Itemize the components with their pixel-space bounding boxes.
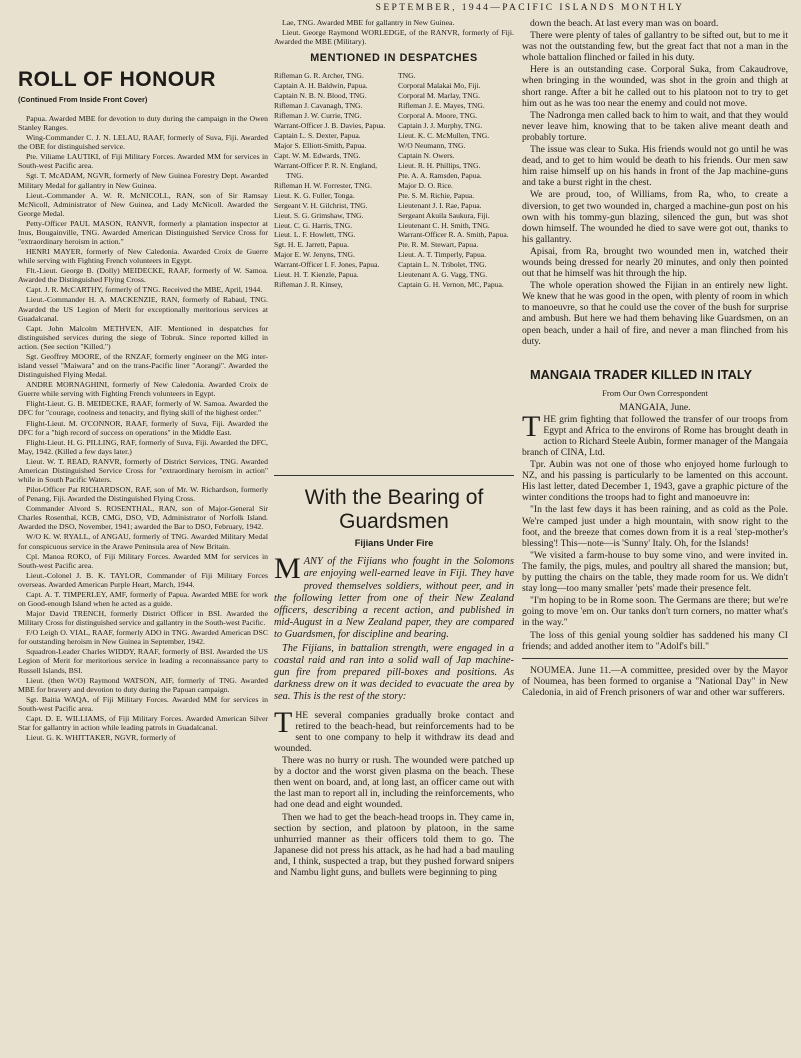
article-body [274, 705, 514, 878]
body-first-text: HE several companies gradually broke contact and retired to the beach-head, but reinforcements had to be sent to one company to help it withdraw its dead and wounded. [274, 709, 514, 754]
noumea-text: NOUMEA. June 11.—A committee, presided over by the Mayor of Noumea, has been formed to organise a "National Day" in New Caledonia, in aid of French prisoners of war and other war sufferers. [522, 664, 788, 698]
despatch-entry: Corporal M. Marlay, TNG. [398, 91, 481, 101]
despatch-entry: Rifleman J. R. Kinsey, [274, 280, 343, 290]
despatch-entry: Corporal A. Moore, TNG. [398, 111, 478, 121]
divider-rule [522, 658, 788, 659]
honour-entry: Pilot-Officer Pat RICHARDSON, RAF, son of Mr. W. Richardson, formerly of Penang, Fiji. Awarded the Distinguished Flying Cross. [18, 485, 268, 504]
drop-cap: T [274, 705, 293, 739]
roll-of-honour-title: ROLL OF HONOUR [18, 68, 216, 91]
honour-entry: Cpl. Manoa ROKO, of Fiji Military Forces. Awarded MM for services in South-west Pacific area. [18, 551, 268, 570]
mangaia-paragraph: "I'm hoping to be in Rome soon. The Germans are there; but we're going to move 'em on. Our tanks don't turn corners, no matter what's in the way." [522, 595, 788, 629]
article-paragraph: There was no hurry or rush. The wounded were patched up by a doctor and the worst given plasma on the beach. These then went on board, and, at long last, an officer came out with the last man to report all in, including the reinforcements, who had one dead and eight wounded. [274, 755, 514, 811]
roll-of-honour-continued [274, 18, 514, 46]
despatch-entry: Warrant-Officer I. F. Jones, Papua. [274, 260, 380, 270]
despatch-entry: Capt. W. M. Edwards, TNG. [274, 150, 361, 160]
mangaia-body [522, 409, 788, 652]
article-body-paragraphs [274, 755, 514, 878]
roll-of-honour-subtitle: (Continued From Inside Front Cover) [18, 95, 148, 104]
despatch-entry: Rifleman J. W. Currie, TNG. [274, 111, 362, 121]
mangaia-paragraph: "We visited a farm-house to buy some vino, and were invited in. The family, the pigs, mules, and poultry all shared the mansion; but, by putting the chairs on the table, they made room for us. We didn't stay long—too many smaller 'pets' made their presence felt. [522, 549, 788, 595]
honour-entry: Lieut.-Commander A. W. R. McNICOLL, RAN, son of Sir Ramsay McNicoll, Administrator of New Guinea, and Lady McNicoll. Awarded the George Medal. [18, 190, 268, 218]
honour-entry: Lae, TNG. Awarded MBE for gallantry in New Guinea. [282, 18, 455, 27]
despatch-entry: Sgt. H. E. Jarrett, Papua. [274, 240, 349, 250]
honour-entry: Flight-Lieut. M. O'CONNOR, RAAF, formerly of Suva, Fiji. Awarded the DFC for a "high record of success on operations" in the Middle East. [18, 418, 268, 437]
despatches-left-column [274, 71, 390, 290]
article-paragraph: Here is an outstanding case. Corporal Suka, from Cakaudrove, when bringing in the wounded, was shot in the groin and thigh at short range. After a bit he called out to his platoon not to try to get him out as he was too near the enemy and could not move. [522, 64, 788, 109]
divider-rule [274, 475, 514, 476]
honour-entry: Capt. J. R. McCARTHY, formerly of TNG. Received the MBE, April, 1944. [26, 285, 263, 295]
honour-entry: Capt. John Malcolm METHVEN, AIF. Mentioned in despatches for distinguished services during the siege of Tobruk. Since reported killed in action. (See section "Killed.") [18, 323, 268, 351]
despatch-entry: Rifleman J. Cavanagh, TNG. [274, 101, 363, 111]
despatches-list [274, 71, 514, 469]
honour-entry: Flight-Lieut. H. G. PILLING, RAF, formerly of Suva, Fiji. Awarded the DFC, May, 1942. (Killed a few days later.) [18, 437, 268, 456]
despatch-entry: Lieutenant A. G. Vagg, TNG. [398, 270, 488, 280]
article-paragraph: The Nadronga men called back to him to wait, and that they would never leave him, knowing that to be taken alive meant death and probably torture. [522, 109, 788, 143]
despatch-entry: Captain N. B. N. Blood, TNG. [274, 91, 367, 101]
article-paragraph: The issue was clear to Suka. His friends would not go until he was dead, and to get to him would be death to his friends. Our men saw him raise himself up on his hands in front of the Jap machine-guns and take a burst right in the chest. [522, 144, 788, 189]
honour-entry: Sgt. T. McADAM, NGVR, formerly of New Guinea Forestry Dept. Awarded Military Medal for gallantry in New Guinea. [18, 171, 268, 190]
mangaia-first-paragraph [522, 409, 788, 458]
article-subtitle: Fijians Under Fire [354, 538, 434, 549]
honour-entry: Lieut. (then W/O) Raymond WATSON, AIF, formerly of TNG. Awarded MBE for bravery and devotion to duty during the Papuan campaign. [18, 675, 268, 694]
despatch-entry: Warrant-Officer R. A. Smith, Papua. [398, 230, 509, 240]
article-paragraph: down the beach. At last every man was on board. [530, 18, 719, 29]
honour-entry: Sgt. Geoffrey MOORE, of the RNZAF, formerly engineer on the MG inter-island vessel "Maiwara" and on the trans-Pacific liner "Aorangi". Awarded the Distinguished Flying Medal. [18, 351, 268, 380]
despatch-entry: Rifleman H. W. Forrester, TNG. [274, 180, 372, 190]
article-paragraph: We are proud, too, of Williams, from Ra, who, to create a diversion, to get two wounded in, charged a machine-gun post on his own with his tommy-gun blazing, silenced the gun, but was shot down himself. The wounded he died to save were got out, thanks to his gallantry. [522, 189, 788, 245]
despatch-entry: Pte. A. A. Ramsden, Papua. [398, 170, 482, 180]
despatch-entry: Major S. Elliott-Smith, Papua. [274, 140, 367, 150]
intro-paragraph-2: The Fijians, in battalion strength, were engaged in a coastal raid and ran into a solid wall of Jap machine-gun fire from prepared pill-boxes and positions. As darkness drew on it was decided to evacuate the area by sea. This is the rest of the story: [274, 642, 514, 703]
honour-entry: Sgt. Baitia WAQA, of Fiji Military Forces. Awarded MM for services in South-west Pacific area. [18, 694, 268, 713]
despatch-entry: Sergeant Akuila Saukura, Fiji. [398, 210, 490, 220]
honour-entry: Commander Alvord S. ROSENTHAL, RAN, son of Major-General Sir Charles Rosenthal, KCB, CMG, DSO, VD, Administrator of Norfolk Island. Awarded the DSO, November, 1941; awarded the Bar to DSO, February, 1942. [18, 504, 268, 532]
despatch-entry: Corporal Malakai Mo, Fiji. [398, 81, 481, 91]
despatch-entry: Captain N. Owers. [398, 150, 455, 160]
mangaia-title: MANGAIA TRADER KILLED IN ITALY [530, 366, 753, 382]
honour-entry: HENRI MAYER, formerly of New Caledonia. Awarded Croix de Guerre while serving with Fighting French volunteers in Egypt. [18, 247, 268, 266]
despatches-title: MENTIONED IN DESPATCHES [310, 52, 478, 65]
despatch-entry: Lieut. R. H. Phillips, TNG. [398, 160, 481, 170]
honour-entry: Wing-Commander C. J. N. LELAU, RAAF, formerly of Suva, Fiji. Awarded the OBE for distinguished service. [18, 133, 268, 152]
despatch-entry: Lieut. K. G. Fuller, Tonga. [274, 190, 355, 200]
despatch-entry: Captain G. H. Vernon, MC, Papua. [398, 280, 504, 290]
article-paragraph: There were plenty of tales of gallantry to be sifted out, but to me it was not the outstanding few, but the great fact that not a man in the whole battalion flinched or failed in his duty. [522, 30, 788, 64]
honour-entry: Lieut.-Colonel J. B. K. TAYLOR, Commander of Fiji Military Forces overseas. Awarded American Purple Heart, March, 1944. [18, 570, 268, 589]
article-continuation [522, 18, 788, 347]
honour-entry: Papua. Awarded MBE for devotion to duty during the campaign in the Owen Stanley Ranges. [18, 114, 268, 133]
despatch-entry: Rifleman J. E. Mayes, TNG. [398, 101, 485, 111]
despatch-entry: Captain A. H. Baldwin, Papua. [274, 81, 368, 91]
honour-entry: Major David TRENCH, formerly District Officer in BSI. Awarded the Military Cross for distinguished service and gallantry in the South-west Pacific. [18, 609, 268, 628]
despatch-entry: Captain J. J. Murphy, TNG. [398, 121, 483, 130]
honour-entry: ANDRE MORNAGHINI, formerly of New Caledonia. Awarded Croix de Guerre while serving with Fighting French volunteers in Egypt. [18, 380, 268, 399]
mangaia-paragraph: The loss of this genial young soldier has saddened his many CI friends; and added another item to "Adolf's bill." [522, 629, 788, 652]
body-first-paragraph [274, 705, 514, 754]
despatch-entry: Captain L. N. Tribolet, TNG. [398, 260, 487, 270]
running-header: SEPTEMBER, 1944—PACIFIC ISLANDS MONTHLY [375, 3, 685, 13]
column-right [522, 18, 788, 1054]
honour-entry: Lieut. George Raymond WORLEDGE, of the RANVR, formerly of Fiji. Awarded the MBE (Military). [274, 28, 514, 47]
despatch-entry: Lieutenant J. I. Rae, Papua. [398, 200, 482, 210]
dateline: MANGAIA, June. [619, 401, 691, 413]
despatches-right-column [398, 71, 514, 290]
column-left [18, 18, 268, 1054]
despatch-entry: W/O Neumann, TNG. [398, 140, 466, 150]
mangaia-paragraphs [522, 459, 788, 652]
intro-paragraph [274, 552, 514, 641]
honour-entry: W/O K. W. RYALL, of ANGAU, formerly of TNG. Awarded Military Medal for conspicuous service in the Arawe Peninsula area of New Britain. [18, 532, 268, 551]
despatch-entry: Major E. W. Jenyns, TNG. [274, 250, 355, 260]
drop-cap: M [274, 552, 301, 586]
honour-entry: Pte. Viliame LAUTIKI, of Fiji Military Forces. Awarded MM for services in South-west Pacific area. [18, 152, 268, 171]
despatch-entry: Pte. S. M. Richie, Papua. [398, 190, 475, 200]
article-paragraph: Apisai, from Ra, brought two wounded men in, watched their wounds being dressed for nearly 20 minutes, and only then pointed out that he himself was hit through the hip. [522, 245, 788, 280]
honour-entry: Petty-Officer PAUL MASON, RANVR, formerly a plantation inspector at Inus, Bougainville, TNG. Awarded American Distinguished Service Cross for "extraordinary heroism in action." [18, 218, 268, 247]
noumea-item [522, 665, 788, 698]
mangaia-paragraph: Tpr. Aubin was not one of those who enjoyed home furlough to NZ, and his passing is particularly to be lamented on this account. His last letter, dated December 1, 1943, gave a graphic picture of the winter conditions the troops had to fight and manoeuvre in: [522, 459, 788, 504]
despatch-entry: Lieut. S. G. Grimshaw, TNG. [274, 210, 364, 220]
honour-entry: Squadron-Leader Charles WIDDY, RAAF, formerly of BSI. Awarded the US Legion of Merit for meritorious service in leading a reconnaissance party to Russell Islands, BSI. [18, 647, 268, 675]
column-middle [274, 18, 514, 1054]
honour-entry: Capt. A. T. TIMPERLEY, AMF, formerly of Papua. Awarded MBE for work on Good-enough Island when he acted as a guide. [18, 589, 268, 608]
article-title: With the Bearing of Guardsmen [304, 486, 484, 534]
article-paragraph: The whole operation showed the Fijian in an entirely new light. We knew that he was good in the open, with plenty of room in which to manoeuvre, so that he could use the cover of the bush for surprise and ambush. But here we had them behaving like Guardsmen, on an open beach, under a hail of fire, and never a man flinched from his duty. [522, 280, 788, 347]
intro-text: ANY of the Fijians who fought in the Solomons are enjoying well-earned leave in Fiji. They have proved themselves soldiers, without peer, and in the following letter from one of their New Zealand officers, describing a recent action, and published in mid-August in a New Zealand paper, they are compared to Guardsmen, for discipline and bearing. [274, 556, 514, 641]
mangaia-first-text: HE grim fighting that followed the transfer of our troops from Egypt and Africa to the environs of Rome has brought death in action to Richard Steele Aubin, former manager of the Mangaia branch of CINA, Ltd. [522, 413, 788, 458]
honour-entry: F/O Leigh O. VIAL, RAAF, formerly ADO in TNG. Awarded American DSC for outstanding heroism in New Guinea in September, 1942. [18, 628, 268, 647]
despatch-entry: Sergeant V. H. Gilchrist, TNG. [274, 200, 368, 210]
honour-entry: Lieut. G. K. WHITTAKER, NGVR, formerly of [26, 733, 176, 743]
despatch-entry: Rifleman G. R. Archer, TNG. [274, 71, 364, 81]
mangaia-paragraph: "In the last few days it has been raining, and as cold as the Pole. We're camped just under a high mountain, with snow right to the foot, and the breeze that comes down from it is a real 'step-mother's blessing'! This—note—is 'Sunny' Italy. Oh, for the Islands! [522, 504, 788, 549]
honour-entry: Flight-Lieut. G. B. MEIDECKE, RAAF, formerly of W. Samoa. Awarded the DFC for "courage, coolness and tenacity, and flying skill of the highest order." [18, 399, 268, 418]
article-paragraph: Then we had to get the beach-head troops in. They came in, section by section, and platoon by platoon, in the same unhurried manner as their officers told them to go. The Japanese did not press his attack, as he had had a bad mauling and, I think, suspected a trap, but they pushed forward snipers and Nambu light guns, and bullets were beginning to ping [274, 811, 514, 878]
despatch-entry: Lieut. L. F. Howlett, TNG. [274, 230, 356, 240]
despatch-entry: Lieut. H. T. Kienzle, Papua. [274, 270, 359, 280]
honour-entry: Lieut. W. T. READ, RANVR, formerly of District Services, TNG. Awarded American Distinguished Service Cross for "extraordinary heroism in action" while in South Pacific Waters. [18, 456, 268, 484]
despatch-entry: TNG. [398, 71, 416, 81]
despatch-entry: Lieut. C. G. Harris, TNG. [274, 220, 353, 230]
despatch-entry: Warrant-Officer J. B. Davies, Papua. [274, 121, 386, 130]
correspondent-line: From Our Own Correspondent [602, 387, 708, 398]
article-intro [274, 552, 514, 703]
despatch-entry: Major D. O. Rice. [398, 180, 453, 190]
honour-entry: Capt. D. E. WILLIAMS, of Fiji Military Forces. Awarded American Silver Star for gallantry in action while leading patrols in Guadalcanal. [18, 713, 268, 732]
despatch-entry: Lieut. K. C. McMullen, TNG. [398, 130, 490, 140]
despatch-entry: Pte. R. M. Stewart, Papua. [398, 240, 479, 250]
despatch-entry: Lieutenant C. H. Smith, TNG. [398, 220, 490, 230]
despatch-entry: Lieut. A. T. Timperly, Papua. [398, 250, 487, 260]
honour-entry: Flt.-Lieut. George B. (Dolly) MEIDECKE, RAAF, formerly of W. Samoa. Awarded the Distinguished Flying Cross. [18, 266, 268, 285]
despatch-entry: Captain L. S. Dexter, Papua. [274, 130, 361, 140]
honour-entry: Lieut.-Commander H. A. MACKENZIE, RAN, formerly of Rabaul, TNG. Awarded the US Legion of Merit for exceptionally meritorious services at Guadalcanal. [18, 295, 268, 323]
drop-cap: T [522, 409, 541, 443]
despatch-entry: Warrant-Officer P. R. N. England, TNG. [274, 160, 378, 180]
roll-of-honour-body [18, 114, 268, 742]
